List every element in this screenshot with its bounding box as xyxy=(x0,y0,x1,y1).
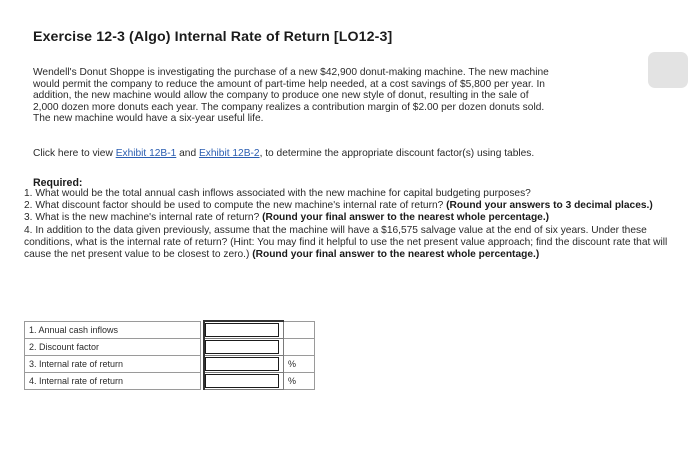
problem-line: would permit the company to reduce the amount of part-time help needed, at a cost savings of $5,800 per year. In xyxy=(33,78,545,90)
row-label: 1. Annual cash inflows xyxy=(25,321,201,339)
percent-unit: % xyxy=(284,373,315,390)
problem-statement xyxy=(33,67,651,125)
row-label: 4. Internal rate of return xyxy=(25,373,201,390)
required-item xyxy=(24,212,670,224)
required-item-text: 4. In addition to the data given previously, assume that the machine will have a $16,575 salvage value at the end of six years. Under these conditions, what is the internal rate of return? (Hint: You may find it helpful to use the net present value approach; find the discount rate that will cause the net present value to be closest to zero.) xyxy=(24,224,668,261)
exhibit-12b-1-link[interactable]: Exhibit 12B-1 xyxy=(115,148,177,159)
required-item xyxy=(24,225,670,262)
problem-line: The new machine would have a six-year useful life. xyxy=(33,113,264,125)
discount-factor-input[interactable] xyxy=(205,340,279,354)
overlay-badge xyxy=(648,52,688,88)
required-heading: Required: xyxy=(33,177,83,189)
required-item-instruction: (Round your final answer to the nearest whole percentage.) xyxy=(262,212,550,224)
required-list xyxy=(24,188,670,261)
irr-input[interactable] xyxy=(205,357,279,371)
row-label: 2. Discount factor xyxy=(25,339,201,356)
page-title: Exercise 12-3 (Algo) Internal Rate of Return [LO12-3] xyxy=(33,29,393,45)
irr-salvage-input[interactable] xyxy=(205,374,279,388)
annual-cash-inflows-input[interactable] xyxy=(205,323,279,337)
exhibit-12b-2-link[interactable]: Exhibit 12B-2 xyxy=(198,148,260,159)
irr-salvage-cell xyxy=(204,373,284,390)
problem-line: 2,000 dozen more donuts each year. The company realizes a contribution margin of $2.00 per dozen donuts sold. xyxy=(33,101,545,113)
table-row xyxy=(25,356,315,373)
required-item xyxy=(24,188,670,200)
percent-unit: % xyxy=(284,356,315,373)
discount-factor-cell xyxy=(204,339,284,356)
annual-cash-inflows-cell xyxy=(204,321,284,339)
problem-line: addition, the new machine would allow the company to produce one new style of donut, resulting in the sale of xyxy=(33,90,529,102)
exhibit-instructions xyxy=(33,148,534,159)
exhibit-prefix: Click here to view xyxy=(33,148,113,159)
row-label: 3. Internal rate of return xyxy=(25,356,201,373)
exhibit-and: and xyxy=(179,148,197,159)
table-row xyxy=(25,373,315,390)
problem-line: Wendell's Donut Shoppe is investigating the purchase of a new $42,900 donut-making machine. The new machine xyxy=(33,67,549,78)
table-row xyxy=(25,339,315,356)
required-item-text: 2. What discount factor should be used to compute the new machine's internal rate of return? xyxy=(24,200,447,212)
row-unit xyxy=(284,339,315,356)
required-item-text: 1. What would be the total annual cash inflows associated with the new machine for capital budgeting purposes? xyxy=(24,188,531,199)
required-item-instruction: (Round your final answer to the nearest whole percentage.) xyxy=(252,249,540,261)
irr-cell xyxy=(204,356,284,373)
required-item-text: 3. What is the new machine's internal rate of return? xyxy=(24,212,263,224)
required-item-instruction: (Round your answers to 3 decimal places.) xyxy=(446,200,653,212)
answer-table xyxy=(24,320,315,390)
required-item xyxy=(24,200,670,212)
exhibit-suffix: , to determine the appropriate discount factor(s) using tables. xyxy=(259,148,535,159)
table-row xyxy=(25,321,315,339)
row-unit xyxy=(284,321,315,339)
